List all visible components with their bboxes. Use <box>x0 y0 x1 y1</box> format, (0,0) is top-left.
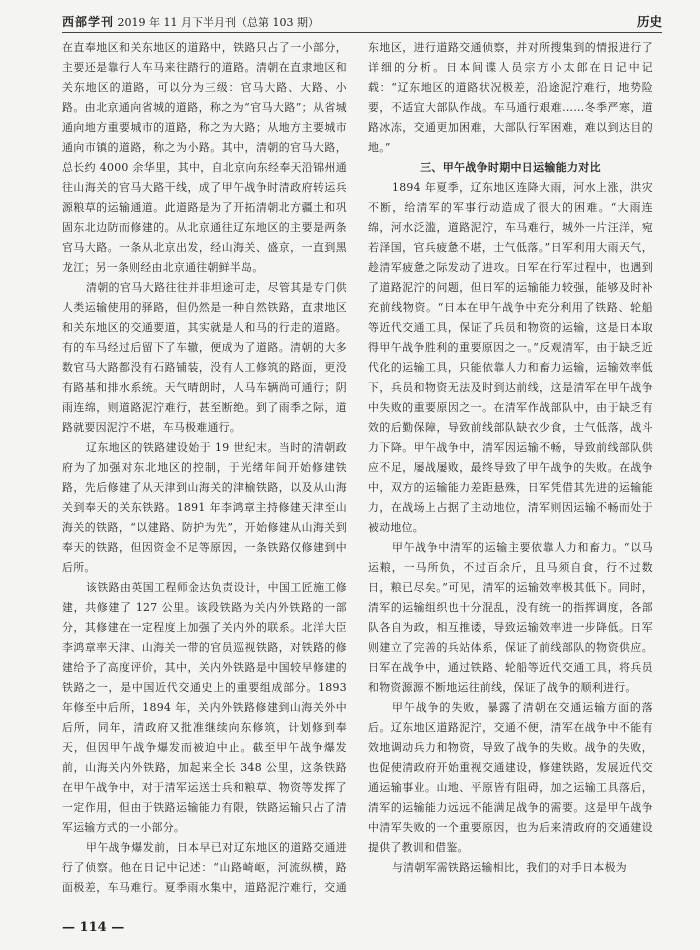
header-divider <box>62 32 662 33</box>
paragraph: 与清朝军需铁路运输相比，我们的对手日本极为 <box>391 861 627 874</box>
page-number: — 114 — <box>62 920 125 935</box>
paragraph: 该铁路由英国工程师金达负责设计，中国工匠施工修建，共修建了 127 公里。该段铁路为关内外铁路的一部分，其修建在一定程度上加强了关内外的联系。北洋大臣李鸿章率天津、山海关一带的官员巡视铁路，对铁路的修建给予了高度评价，其中，关内外铁路是中国较早修建的铁路之一，是中国近代交通史上的重要组成部分。1893 年修至中后所，1894 年，关内外铁路修建到山海关外中后所，同年，清政府又批准继续向东修筑，计划修到奉天，但因甲午战争爆发而被迫中止。截至甲午战争爆发前，山海关内外铁路，加起来全长 348 公里，这条铁路在甲午战争中，对于清军运送士兵和粮草、物资等发挥了一定作用，但由于铁路运输能力有限，铁路运输只占了清军运输方式的一小部分。 <box>62 581 347 834</box>
journal-info <box>62 13 319 30</box>
paragraph: 清朝的官马大路往往并非坦途可走，尽管其是专门供人类运输使用的驿路，但仍然是一种自然铁路，直隶地区和关东地区的交通要道，其实就是人和马的行走的道路。有的车马经过后留下了车辙，便成为了道路。清朝的大多数官马大路都没有石路铺装，没有人工修筑的路面，更没有路基和排水系统。天气晴朗时，人马车辆尚可通行；阴雨连绵，则道路泥泞难行，甚至断绝。到了雨季之际，道路就要因泥泞不堪，车马极难通行。 <box>62 281 347 434</box>
page-header <box>62 10 662 32</box>
journal-name: 西部学刊 <box>62 15 115 29</box>
paragraph: 东地区，进行道路交通侦察，并对所搜集到的情报进行了详细的分析。日本间谍人员宗方小太郎在日记中记载：“辽东地区的道路状况极差，沿途泥泞难行，地势险要，不适宜大部队作战。车马通行艰难……冬季严寒，道路冰冻，交通更加困难，大部队行军困难，难以到达目的地。” <box>368 41 653 154</box>
section-heading: 三、甲午战争时期中日运输能力对比 <box>420 161 601 174</box>
paragraph: 甲午战争的失败，暴露了清朝在交通运输方面的落后。辽东地区道路泥泞，交通不便，清军在战争中不能有效地调动兵力和物资，导致了战争的失败。战争的失败，也促使清政府开始重视交通建设，修建铁路，发展近代交通运输事业。山地、平原皆有阻碍，加之运输工具落后，清军的运输能力远远不能满足战争的需要。这是甲午战争中清军失败的一个重要原因，也为后来清政府的交通建设提供了教训和借鉴。 <box>368 701 653 854</box>
paragraph: 甲午战争中清军的运输主要依靠人力和畜力。“以马运粮，一马所负，不过百余斤，且马须自食，行不过数日，粮已尽矣。”可见，清军的运输效率极其低下。同时，清军的运输组织也十分混乱，没有统一的指挥调度，各部队各自为政，相互推诿，导致运输效率进一步降低。日军则建立了完善的兵站体系，保证了前线部队的物资供应。日军在战争中，通过铁路、轮船等近代交通工具，将兵员和物资源源不断地运往前线，保证了战争的顺利进行。 <box>368 541 653 694</box>
left-column <box>62 38 347 898</box>
paragraph: 甲午战争爆发前，日本早已对辽东地区的道路交通进行了侦察。他在日记中记述：“山路崎岖，河流纵横，路面极差，车马难行。夏季雨水集中，道路泥泞难行，交通 <box>62 841 347 894</box>
issue-info: 2019 年 11 月下半月刊（总第 103 期） <box>114 16 319 29</box>
right-column <box>368 38 653 898</box>
paragraph: 辽东地区的铁路建设始于 19 世纪末。当时的清朝政府为了加强对东北地区的控制，于光绪年间开始修建铁路，先后修建了从天津到山海关的津榆铁路，以及从山海关到奉天的关东铁路。1891 年李鸿章主持修建天津至山海关的铁路，“以建路、防护为先”，开始修建从山海关到奉天的铁路，但因资金不足等原因，一条铁路仅修建到中后所。 <box>62 441 347 574</box>
paragraph: 在直奉地区和关东地区的道路中，铁路只占了一小部分，主要还是靠行人车马来往踏行的道路。清朝在直隶地区和关东地区的道路，可以分为三级：官马大路、大路、小路。由北京通向省城的道路，称之为“官马大路”；从省城通向地方重要城市的道路，称之为大路；从地方主要城市通向市镇的道路，称之为小路。其中，清朝的官马大路，总长约 4000 余华里，其中，自北京向东经奉天沿锦州通往山海关的官马大路干线，成了甲午战争时清政府转运兵源粮草的运输通道。此道路是为了开拓清朝北方疆土和巩固东北边防而修建的。从北京通往辽东地区的主要是两条官马大路。一条从北京出发，经山海关、盛京，一直到黑龙江；另一条则经由北京通往朝鲜半岛。 <box>62 41 347 274</box>
paragraph: 1894 年夏季，辽东地区连降大雨，河水上涨，洪灾不断，给清军的军事行动造成了很大的困难。“大雨连绵，河水泛滥，道路泥泞，车马难行，城外一片汪洋，宛若泽国，官兵疲惫不堪，士气低落。”日军利用大雨天气，趁清军疲惫之际发动了进攻。日军在行军过程中，也遇到了道路泥泞的问题，但日军的运输能力较强，能够及时补充前线物资。“日本在甲午战争中充分利用了铁路、轮船等近代交通工具，保证了兵员和物资的运输，这是日本取得甲午战争胜利的重要原因之一。”反观清军，由于缺乏近代化的运输工具，只能依靠人力和畜力运输，运输效率低下，兵员和物资无法及时到达前线，这是清军在甲午战争中失败的重要原因之一。在清军作战部队中，由于缺乏有效的后勤保障，导致前线部队缺衣少食，士气低落，战斗力下降。甲午战争中，清军因运输不畅，导致前线部队供应不足，屡战屡败，最终导致了甲午战争的失败。在战争中，双方的运输能力差距悬殊，日军凭借其先进的运输能力，在战场上占据了主动地位，清军则因运输不畅而处于被动地位。 <box>368 181 653 534</box>
section-label: 历史 <box>636 14 662 29</box>
